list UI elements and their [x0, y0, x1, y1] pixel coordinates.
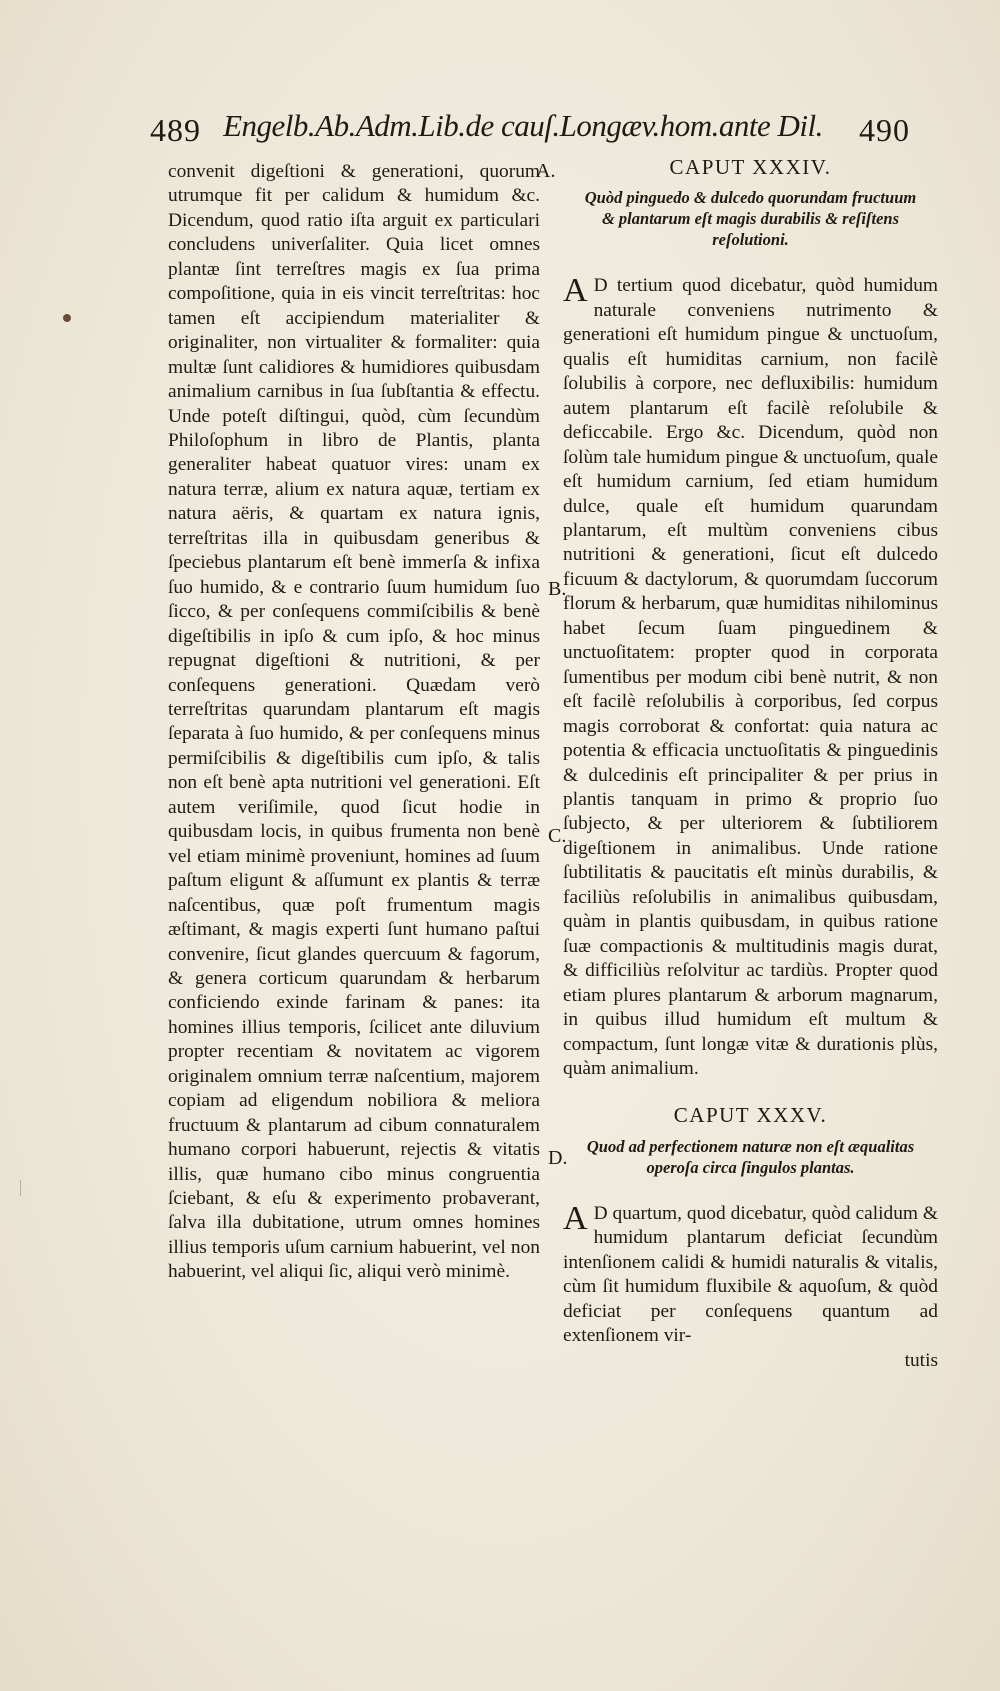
- chapter-34-dropcap: A: [563, 272, 588, 310]
- ink-stain: [63, 314, 71, 322]
- page-header: [150, 108, 910, 152]
- chapter-35-summary: Quod ad perfectionem naturæ non eſt æqualitas operoſa circa ſingulos plantas.: [586, 1136, 915, 1177]
- chapter-35-dropcap: A: [563, 1199, 588, 1237]
- margin-letter-c: C.: [548, 825, 567, 847]
- margin-pencil-mark: [20, 1180, 21, 1196]
- chapter-35-title: CAPUT XXXV.: [673, 1103, 828, 1128]
- left-column: [168, 160, 540, 1285]
- chapter-34-body: [563, 274, 938, 1081]
- running-title: Engelb.Ab.Adm.Lib.de cauſ.Longæv.hom.ante Dil.: [223, 108, 823, 143]
- chapter-35-body: [563, 1199, 938, 1349]
- chapter-35-text: D quartum, quod dicebatur, quòd calidum & humidum plantarum deficiat ſecundùm intenſionem calidi & humidi naturalis & vitalis, cùm ſit humidum fluxibile & aquoſum, & quòd deficiat per conſequens quantum ad extenſionem vir-: [563, 1202, 938, 1347]
- margin-letter-a: A.: [536, 160, 556, 182]
- catchword: tutis: [904, 1349, 938, 1371]
- margin-letter-b: B.: [548, 578, 567, 600]
- right-column: [563, 155, 938, 1373]
- page-number-right: 490: [859, 112, 910, 148]
- chapter-34-text: D tertium quod dicebatur, quòd humidum naturale conveniens nutrimento & generationi eſt humidum pingue & unctuoſum, qualis eſt humiditas carnium, non facilè ſolubilis à corpore, nec defluxibilis: humidum autem plantarum eſt facilè reſolubile & deficcabile. Ergo &c. Dicendum, quòd non ſolùm tale humidum pingue & unctuoſum, quale eſt humidum carnium, ſed etiam humidum dulce, quale eſt humidum quarundam plantarum, eſt multùm conveniens cibus nutritioni & generationi, ſicut eſt dulcedo ficuum & dactylorum, & quorumdam ſuccorum florum & herbarum, quæ humiditas nihilominus habet ſecum ſuam pinguedinem & unctuoſitatem: propter quod in corporata ſumentibus per modum cibi benè nutrit, & non eſt facilè reſolubilis à corporibus, ſed corpus magis corroborat & confortat: quia natura ac potentia & efficacia unctuoſitatis & pinguedinis & dulcedinis eſt principaliter & per prius in plantis tanquam in primo & proprio ſuo ſubjecto, & per ulteriorem & ſubtiliorem digeſtionem in animalibus. Unde ratione ſubtilitatis & paucitatis eſt minùs durabilis, & faciliùs reſolubilis in animalibus quibusdam, quàm in plantis quibusdam, in quibus ratione ſuæ compactionis & multitudinis magis durat, & difficiliùs reſolvitur ac tardiùs. Propter quod etiam plures plantarum & arborum magnarum, in quibus illud humidum eſt multum & compactum, ſunt longæ vitæ & durationis plùs, quàm animalium.: [563, 275, 938, 1079]
- chapter-34-title: CAPUT XXXIV.: [669, 155, 832, 179]
- left-column-text: convenit digeſtioni & generationi, quorum utrumque fit per calidum & humidum &c. Dicendum, quod ratio iſta arguit ex particulari concludens univerſaliter. Quia licet omnes plantæ ſint terreſtres magis ex ſua prima compoſitione, quia in eis vincit terreſtritas: hoc tamen eſt accipiendum materialiter & originaliter, non virtualiter & formaliter: quia multæ ſunt calidiores & humidiores quibusdam animalium carnibus in ſua ſubſtantia & effectu. Unde poteſt diſtingui, quòd, cùm ſecundùm Philoſophum in libro de Plantis, planta generaliter habeat quatuor vires: unam ex natura terræ, alium ex natura aquæ, tertiam ex natura aëris, & quartam ex natura ignis, terreſtritas illa in quibusdam generibus & ſpeciebus plantarum eſt benè immerſa & infixa ſuo humido, & e contrario ſuum humidum ſuo ſicco, & per conſequens commiſcibilis & benè digeſtibilis in ipſo & cum ipſo, & hoc minus repugnat digeſtioni & nutritioni, & per conſequens generationi. Quædam verò terreſtritas quarundam plantarum eſt magis ſeparata à ſuo humido, & per conſequens minus permiſcibilis & digeſtibilis cum ipſo, & talis non eſt benè apta nutritioni vel generationi. Eſt autem veriſimile, quod ſicut hodie in quibusdam locis, in quibus frumenta non benè vel etiam minimè proveniunt, homines ad ſuum paſtum eligunt & aſſumunt ex plantis & terræ naſcentibus, quæ poſt frumentum magis æſtimant, & magis experti ſunt humano paſtui convenire, ſicut glandes quercuum & fagorum, & genera corticum quarundam & herbarum conficiendo exinde farinam & panes: ita homines illius temporis, ſcilicet ante diluvium propter recentiam & novitatem ac vigorem originalem omnium terræ naſcentium, majorem copiam ad eligendum nobiliora & meliora fructuum & plantarum ad cibum connaturalem humano corpori habuerunt, rejectis & vitatis illis, quæ humano cibo minus congruentia ſciebant, & eſu & experimento probaverant, ſalva illa dubitatione, utrum omnes homines illius temporis uſum carnium habuerint, vel non habuerint, vel aliqui ſic, aliqui verò minimè.: [168, 161, 540, 1283]
- chapter-34-summary: Quòd pinguedo & dulcedo quorundam fructuum & plantarum eſt magis durabilis & reſiſtens reſolutioni.: [584, 188, 917, 250]
- page-number-left: 489: [150, 112, 201, 148]
- margin-letter-d: D.: [548, 1147, 568, 1169]
